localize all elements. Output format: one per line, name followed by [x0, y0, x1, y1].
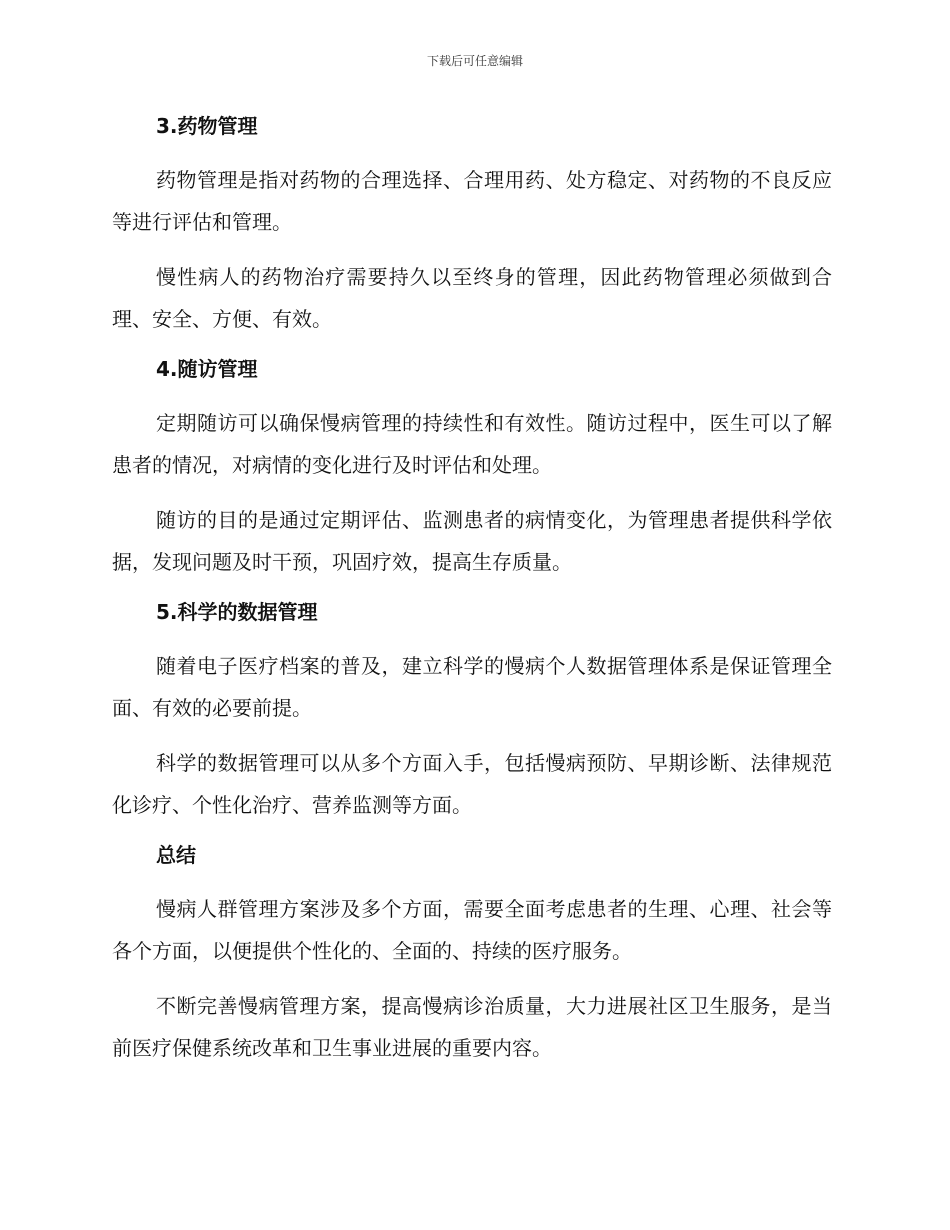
paragraph: 定期随访可以确保慢病管理的持续性和有效性。随访过程中，医生可以了解患者的情况，对病情的变化进行及时评估和处理。: [112, 411, 832, 477]
paragraph: 不断完善慢病管理方案，提高慢病诊治质量，大力进展社区卫生服务，是当前医疗保健系统改革和卫生事业进展的重要内容。: [112, 994, 832, 1060]
paragraph: 慢病人群管理方案涉及多个方面，需要全面考虑患者的生理、心理、社会等各个方面，以便提供个性化的、全面的、持续的医疗服务。: [112, 897, 832, 963]
paragraph: 科学的数据管理可以从多个方面入手，包括慢病预防、早期诊断、法律规范化诊疗、个性化治疗、营养监测等方面。: [112, 751, 832, 817]
section-data-management: [112, 596, 832, 826]
section-heading: 5.科学的数据管理: [156, 600, 318, 624]
page-header: 下载后可任意编辑: [426, 54, 523, 68]
paragraph: 药物管理是指对药物的合理选择、合理用药、处方稳定、对药物的不良反应等进行评估和管理。: [112, 168, 832, 234]
paragraph: 慢性病人的药物治疗需要持久以至终身的管理，因此药物管理必须做到合理、安全、方便、有效。: [112, 265, 832, 331]
paragraph: 随着电子医疗档案的普及，建立科学的慢病个人数据管理体系是保证管理全面、有效的必要前提。: [112, 654, 832, 720]
section-heading: 总结: [156, 843, 196, 867]
section-medication-management: [112, 110, 832, 340]
section-heading: 3.药物管理: [156, 114, 258, 138]
section-follow-up-management: [112, 353, 832, 583]
document-body: [112, 110, 832, 1082]
section-heading: 4.随访管理: [156, 357, 258, 381]
section-summary: [112, 839, 832, 1069]
paragraph: 随访的目的是通过定期评估、监测患者的病情变化，为管理患者提供科学依据，发现问题及时干预，巩固疗效，提高生存质量。: [112, 508, 832, 574]
